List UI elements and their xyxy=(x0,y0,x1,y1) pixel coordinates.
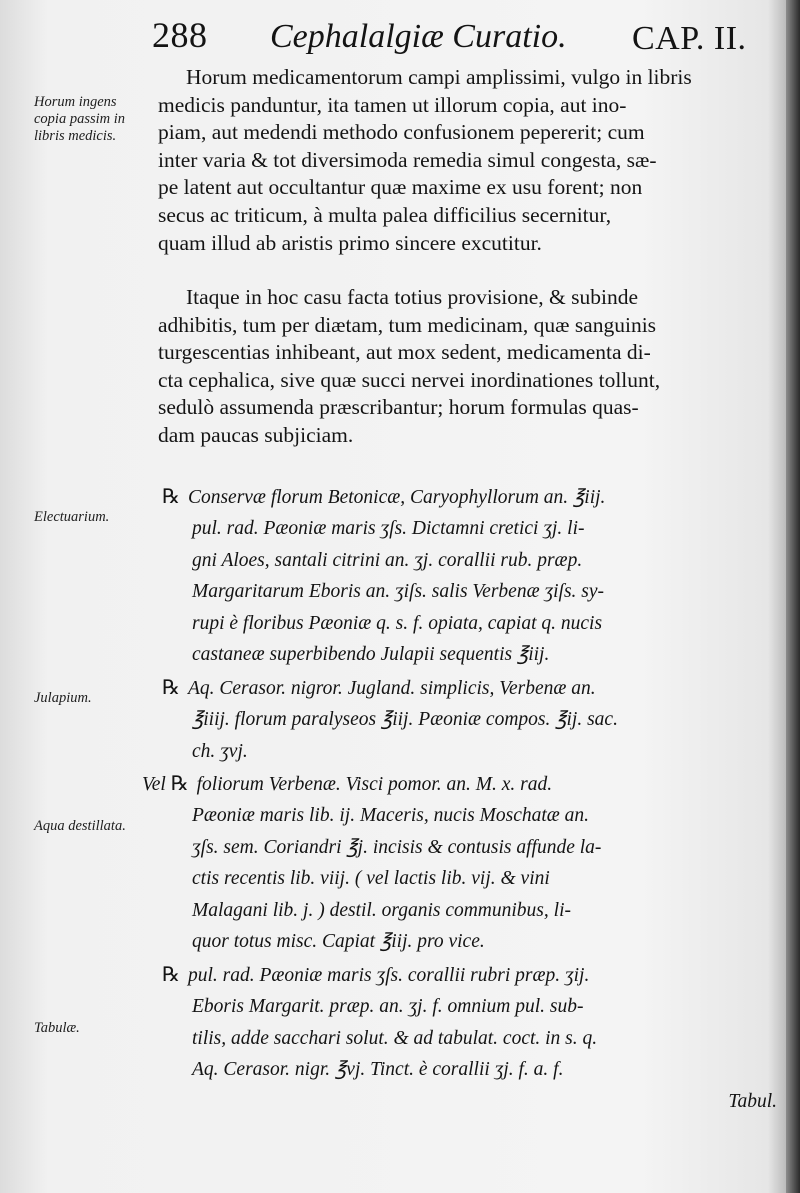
recipe-symbol: ℞ xyxy=(162,964,180,986)
paragraph-1 xyxy=(158,64,770,257)
recipe-aqua-destillata xyxy=(142,769,777,957)
recipe-line: rupi è floribus Pæoniæ q. s. f. opiata, capiat q. nucis xyxy=(192,612,603,634)
paragraph-line: inter varia & tot diversimoda remedia simul congesta, sæ- xyxy=(158,147,657,172)
paragraph-line: dam paucas subjiciam. xyxy=(158,422,354,447)
paragraph-2 xyxy=(158,284,770,450)
paragraph-line: piam, aut medendi methodo confusionem pepererit; cum xyxy=(158,120,645,145)
recipe-text: foliorum Verbenæ. Visci pomor. an. M. x. rad. xyxy=(196,774,553,795)
recipe-electuarium xyxy=(162,482,777,670)
recipe-line: Aq. Cerasor. nigr. ℥vj. Tinct. è corallii ʒj. f. a. f. xyxy=(192,1059,564,1081)
recipe-line: Margaritarum Eboris an. ʒiſs. salis Verbenæ ʒiſs. sy- xyxy=(192,581,605,603)
paragraph-line: pe latent aut occultantur quæ maxime ex usu forent; non xyxy=(158,175,643,200)
recipe-line xyxy=(142,769,777,800)
recipe-line xyxy=(162,673,777,704)
margin-note-julapium: Julapium. xyxy=(34,690,92,706)
recipe-line: ch. ʒvj. xyxy=(192,740,248,762)
margin-note-electuarium: Electuarium. xyxy=(34,509,110,525)
margin-note-aqua-destillata: Aqua destillata. xyxy=(34,818,126,834)
margin-note-horum: Horum ingens copia passim in libris medicis. xyxy=(34,94,126,144)
recipe-text: Conservæ florum Betonicæ, Caryophyllorum an. ℥iij. xyxy=(187,487,606,508)
recipe-line xyxy=(162,482,777,513)
recipe-symbol: ℞ xyxy=(162,486,180,508)
margin-note-tabulae: Tabulæ. xyxy=(34,1020,80,1036)
recipe-tabulae xyxy=(162,960,777,1117)
recipe-line: ctis recentis lib. viij. ( vel lactis lib. vij. & vini xyxy=(192,868,550,890)
paragraph-line: Itaque in hoc casu facta totius provisione, & subinde xyxy=(186,285,638,309)
recipe-line: quor totus misc. Capiat ℥iij. pro vice. xyxy=(192,930,485,952)
paragraph-line: secus ac triticum, à multa palea difficilius secernitur, xyxy=(158,202,612,227)
recipe-line: Pæoniæ maris lib. ij. Maceris, nucis Moschatæ an. xyxy=(192,805,590,827)
chapter-label: CAP. II. xyxy=(632,20,747,57)
paragraph-line: sedulò assumenda præscribantur; horum formulas quas- xyxy=(158,395,639,420)
recipe-line: gni Aloes, santali citrini an. ʒj. corallii rub. præp. xyxy=(192,549,583,571)
recipe-line xyxy=(162,960,777,991)
recipe-symbol: ℞ xyxy=(170,773,189,795)
paragraph-line: Horum medicamentorum campi amplissimi, vulgo in libris xyxy=(186,65,692,89)
recipe-line: Eboris Margarit. præp. an. ʒj. f. omnium pul. sub- xyxy=(192,996,584,1018)
paragraph-line: cta cephalica, sive quæ succi nervei inordinationes tollunt, xyxy=(158,367,661,392)
recipe-line: pul. rad. Pæoniæ maris ʒſs. Dictamni cretici ʒj. li- xyxy=(192,518,585,540)
page-header xyxy=(0,10,800,60)
recipe-line: tilis, adde sacchari solut. & ad tabulat. coct. in s. q. xyxy=(192,1027,598,1049)
running-title: Cephalalgiæ Curatio. xyxy=(270,18,567,55)
recipe-text: Aq. Cerasor. nigror. Jugland. simplicis, Verbenæ an. xyxy=(187,678,596,699)
recipe-symbol: ℞ xyxy=(162,677,180,699)
recipe-line: ℥iiij. florum paralyseos ℥iij. Pæoniæ compos. ℥ij. sac. xyxy=(192,709,618,731)
paragraph-line: quam illud ab aristis primo sincere excutitur. xyxy=(158,230,542,255)
page-number: 288 xyxy=(152,15,208,55)
paragraph-line: medicis panduntur, ita tamen ut illorum copia, aut ino- xyxy=(158,92,627,117)
recipe-line: ʒſs. sem. Coriandri ℥j. incisis & contusis affunde la- xyxy=(192,836,602,858)
recipe-vel: Vel xyxy=(142,774,166,795)
recipe-line: Malagani lib. j. ) destil. organis communibus, li- xyxy=(192,899,571,921)
paragraph-line: turgescentias inhibeant, aut mox sedent, medicamenta di- xyxy=(158,340,651,365)
recipe-line: castaneæ superbibendo Julapii sequentis ℥iij. xyxy=(192,643,550,665)
recipe-text: pul. rad. Pæoniæ maris ʒſs. corallii rubri præp. ʒij. xyxy=(187,965,590,986)
book-spine-shadow xyxy=(786,0,800,1193)
recipe-julapium xyxy=(162,673,777,767)
paragraph-line: adhibitis, tum per diætam, tum medicinam, quæ sanguinis xyxy=(158,312,657,337)
recipe-line: Tabul. xyxy=(728,1090,777,1112)
